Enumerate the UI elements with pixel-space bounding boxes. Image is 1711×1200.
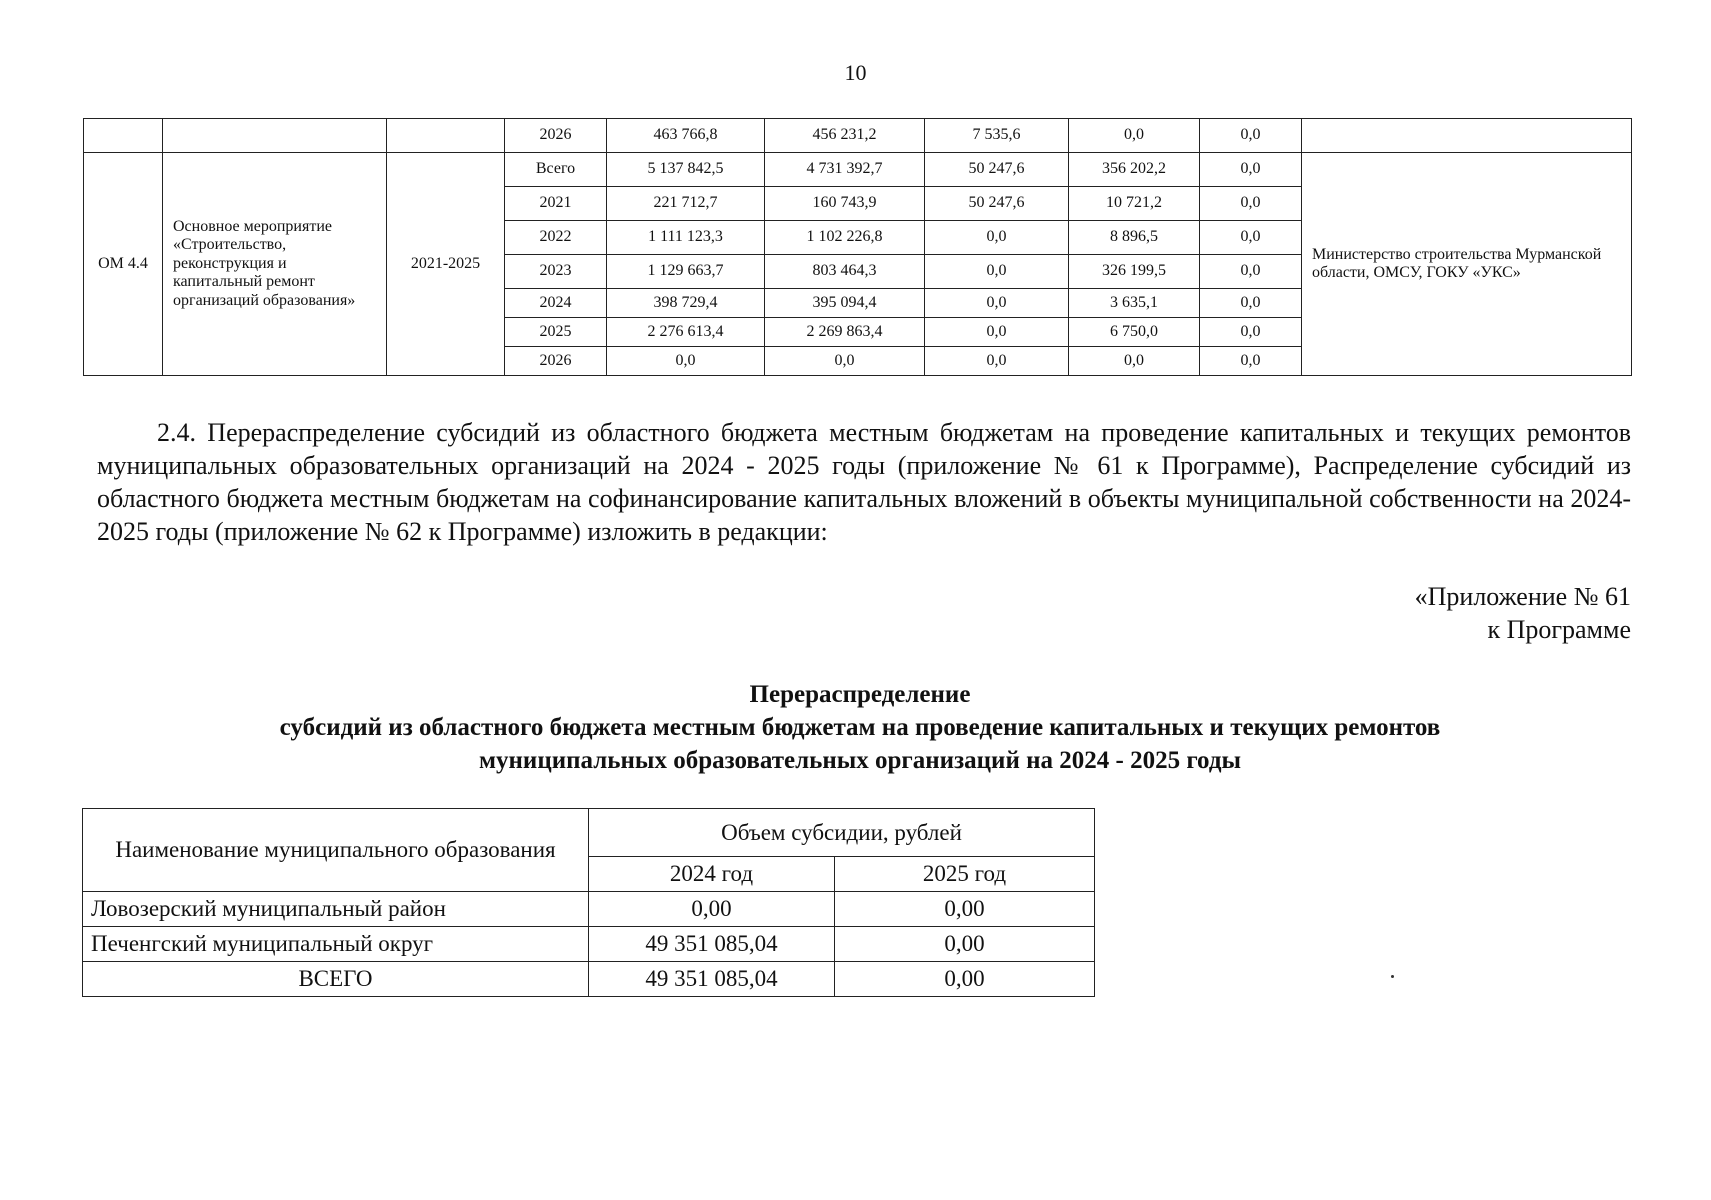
other-cell: 0,0 [1200, 221, 1302, 255]
section-heading [150, 678, 1570, 777]
federal-cell: 50 247,6 [925, 153, 1069, 187]
year-cell: Всего [505, 153, 607, 187]
amount-2024-cell: 49 351 085,04 [589, 927, 835, 962]
regional-cell: 2 269 863,4 [765, 318, 925, 347]
om-code-cell: ОМ 4.4 [84, 153, 163, 376]
local-cell: 356 202,2 [1069, 153, 1200, 187]
other-cell: 0,0 [1200, 187, 1302, 221]
year-cell: 2021 [505, 187, 607, 221]
appendix-line: «Приложение № 61 [1414, 582, 1631, 611]
other-cell: 0,0 [1200, 347, 1302, 376]
year-cell: 2024 [505, 289, 607, 318]
total-cell: 1 111 123,3 [607, 221, 765, 255]
empty-cell [1302, 119, 1632, 153]
year-cell: 2022 [505, 221, 607, 255]
om-executor-cell: Министерство строительства Мурманской области, ОМСУ, ГОКУ «УКС» [1302, 153, 1632, 376]
local-cell: 3 635,1 [1069, 289, 1200, 318]
table-header-row [83, 809, 1095, 857]
local-cell: 0,0 [1069, 347, 1200, 376]
table-row [83, 892, 1095, 927]
column-header-name: Наименование муниципального образования [83, 809, 589, 892]
column-header-volume: Объем субсидии, рублей [589, 809, 1095, 857]
subsidy-table [82, 808, 1095, 997]
year-cell: 2026 [505, 347, 607, 376]
regional-cell: 803 464,3 [765, 255, 925, 289]
om-period-cell: 2021-2025 [387, 153, 505, 376]
total-cell: 0,0 [607, 347, 765, 376]
empty-cell [84, 119, 163, 153]
municipality-cell: Ловозерский муниципальный район [83, 892, 589, 927]
total-cell: 2 276 613,4 [607, 318, 765, 347]
om-description-cell: Основное мероприятие «Строительство, реконструкция и капитальный ремонт организаций образования» [163, 153, 387, 376]
amendment-paragraph: 2.4. Перераспределение субсидий из областного бюджета местным бюджетам на проведение капитальных и текущих ремонтов муниципальных образовательных организаций на 2024 - 2025 годы (приложение № 61 к Программе), Распределение субсидий из областного бюджета местным бюджетам на софинансирование капитальных вложений в объекты муниципальной собственности на 2024-2025 годы (приложение № 62 к Программе) изложить в редакции: [97, 418, 1631, 546]
table-row [84, 153, 1632, 187]
total-label-cell: ВСЕГО [83, 962, 589, 997]
other-cell: 0,0 [1200, 153, 1302, 187]
heading-line: муниципальных образовательных организаций на 2024 - 2025 годы [479, 747, 1241, 774]
total-cell: 5 137 842,5 [607, 153, 765, 187]
year-cell: 2026 [505, 119, 607, 153]
local-cell: 8 896,5 [1069, 221, 1200, 255]
other-cell: 0,0 [1200, 119, 1302, 153]
column-header-2025: 2025 год [835, 857, 1095, 892]
federal-cell: 7 535,6 [925, 119, 1069, 153]
empty-cell [387, 119, 505, 153]
year-cell: 2023 [505, 255, 607, 289]
year-cell: 2025 [505, 318, 607, 347]
total-cell: 463 766,8 [607, 119, 765, 153]
municipality-cell: Печенгский муниципальный округ [83, 927, 589, 962]
regional-cell: 160 743,9 [765, 187, 925, 221]
total-cell: 398 729,4 [607, 289, 765, 318]
total-2024-cell: 49 351 085,04 [589, 962, 835, 997]
budget-table [83, 118, 1632, 376]
appendix-reference [1415, 580, 1631, 646]
federal-cell: 0,0 [925, 221, 1069, 255]
scan-speck [1391, 975, 1394, 978]
other-cell: 0,0 [1200, 289, 1302, 318]
table-total-row [83, 962, 1095, 997]
federal-cell: 50 247,6 [925, 187, 1069, 221]
amount-2025-cell: 0,00 [835, 927, 1095, 962]
local-cell: 10 721,2 [1069, 187, 1200, 221]
appendix-line: к Программе [1487, 615, 1631, 644]
other-cell: 0,0 [1200, 318, 1302, 347]
federal-cell: 0,0 [925, 347, 1069, 376]
table-row [84, 119, 1632, 153]
column-header-2024: 2024 год [589, 857, 835, 892]
local-cell: 0,0 [1069, 119, 1200, 153]
total-cell: 1 129 663,7 [607, 255, 765, 289]
federal-cell: 0,0 [925, 318, 1069, 347]
total-2025-cell: 0,00 [835, 962, 1095, 997]
regional-cell: 456 231,2 [765, 119, 925, 153]
table-row [83, 927, 1095, 962]
regional-cell: 0,0 [765, 347, 925, 376]
empty-cell [163, 119, 387, 153]
federal-cell: 0,0 [925, 255, 1069, 289]
page-number: 10 [844, 60, 867, 85]
local-cell: 326 199,5 [1069, 255, 1200, 289]
regional-cell: 1 102 226,8 [765, 221, 925, 255]
regional-cell: 4 731 392,7 [765, 153, 925, 187]
amount-2025-cell: 0,00 [835, 892, 1095, 927]
local-cell: 6 750,0 [1069, 318, 1200, 347]
regional-cell: 395 094,4 [765, 289, 925, 318]
amount-2024-cell: 0,00 [589, 892, 835, 927]
heading-line: субсидий из областного бюджета местным бюджетам на проведение капитальных и текущих ремонтов [279, 714, 1441, 741]
heading-line: Перераспределение [749, 681, 971, 708]
federal-cell: 0,0 [925, 289, 1069, 318]
total-cell: 221 712,7 [607, 187, 765, 221]
other-cell: 0,0 [1200, 255, 1302, 289]
